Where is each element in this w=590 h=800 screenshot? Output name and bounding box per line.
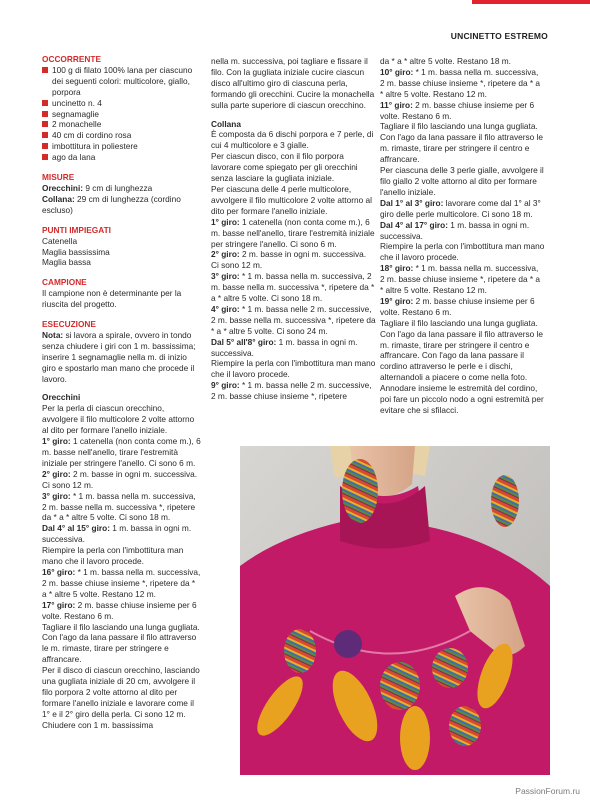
row-instruction: 18° giro: * 1 m. bassa nella m. successiva, 2 m. basse chiuse insieme *, ripetere da * a * altre 5 volte. Restano 12 m. [380,263,541,296]
stitch-item: Maglia bassa [42,257,91,268]
section-title-punti: PUNTI IMPIEGATI [42,224,111,235]
row-instruction: 3° giro: * 1 m. bassa nella m. successiva, 2 m. basse nella m. successiva *, ripetere da * a * altre 5 volte. Ci sono 18 m. [42,490,196,523]
section-title-esecuzione: ESECUZIONE [42,319,96,330]
row-instruction: 17° giro: 2 m. basse chiuse insieme per 6 volte. Restano 6 m. [42,599,197,621]
list-item-text: segnamaglie [52,108,100,119]
row-instruction: 2° giro: 2 m. basse in ogni m. successiva. Ci sono 12 m. [42,468,198,490]
list-item-text: imbottitura in poliestere [52,141,138,152]
running-title: UNCINETTO ESTREMO [450,31,548,41]
bullet-square-icon [42,67,48,73]
bullet-square-icon [42,132,48,138]
paragraph: Per ciascuna delle 3 perle gialle, avvolgere il filo giallo 2 volte attorno al dito per formare l'anello iniziale. [380,165,544,197]
red-tab [472,0,590,4]
row-instruction: 11° giro: 2 m. basse chiuse insieme per 6 volte. Restano 6 m. [380,99,535,121]
list-item [42,119,202,130]
measure-earrings: Orecchini: 9 cm di lunghezza [42,182,153,193]
campione-text: Il campione non è determinante per la riuscita del progetto. [42,288,182,310]
row-instruction: 4° giro: * 1 m. bassa nelle 2 m. successive, 2 m. basse nella m. successiva *, ripetere da * a * altre 5 volte. Ci sono 24 m. [211,303,376,336]
row-instruction: 9° giro: * 1 m. bassa nelle 2 m. successive, 2 m. basse chiuse insieme *, ripetere [211,380,372,402]
list-item [42,141,202,152]
stitch-item: Maglia bassissima [42,246,110,257]
paragraph: Per ciascun disco, con il filo porpora lavorare come spiegato per gli orecchini senza lasciare la gugliata iniziale. [211,151,358,184]
list-item-text: 2 monachelle [52,119,102,130]
paragraph: Per ciascuna delle 4 perle multicolore, avvolgere il filo multicolore 2 volte attorno al dito per formare l'anello iniziale. [211,183,372,216]
row-instruction: 16° giro: * 1 m. bassa nella m. successiva, 2 m. basse chiuse insieme *, ripetere da * a * altre 5 volte. Restano 12 m. [42,566,201,599]
list-item-text: 40 cm di cordino rosa [52,130,132,141]
list-item [42,98,202,109]
paragraph: Tagliare il filo lasciando una lunga gugliata. Con l'ago da lana passare il filo attraverso le m. rimaste, tirare per stringere il centro e affrancare. [380,121,544,165]
list-item [42,130,202,141]
section-title-occorrente: OCCORRENTE [42,54,102,64]
subsection-title-collana: Collana [211,118,241,129]
row-instruction: Dal 1° al 3° giro: lavorare come dal 1° al 3° giro delle perle multicolore. Ci sono 18 m. [380,197,541,219]
row-instruction: Dal 4° al 17° giro: 1 m. bassa in ogni m. successiva. [380,219,530,241]
photo-illustration [240,446,550,775]
list-item-text: uncinetto n. 4 [52,97,102,108]
paragraph: da * a * altre 5 volte. Restano 18 m. [380,56,511,66]
section-title-campione: CAMPIONE [42,277,87,288]
list-item-text: ago da lana [52,152,96,163]
paragraph: Riempire la perla con l'imbottitura man mano che il lavoro procede. [380,241,545,263]
paragraph: Riempire la perla con l'imbottitura man mano che il lavoro procede. [42,545,184,567]
bullet-square-icon [42,121,48,127]
product-photo [240,446,550,775]
row-instruction: 2° giro: 2 m. basse in ogni m. successiva. Ci sono 12 m. [211,249,367,271]
materials-list [42,65,202,163]
row-instruction: 3° giro: * 1 m. bassa nella m. successiva, 2 m. basse nella m. successiva *, ripetere da * a * altre 5 volte. Ci sono 18 m. [211,271,375,304]
measure-necklace: Collana: 29 cm di lunghezza (cordino escluso) [42,193,181,215]
paragraph: È composta da 6 dischi porpora e 7 perle, di cui 4 multicolore e 3 gialle. [211,129,374,151]
paragraph: Per il disco di ciascun orecchino, lasciando una gugliata iniziale di 20 cm, avvolgere il filo porpora 2 volte attorno al dito per formare l'anello iniziale e lavorare come il 1° e il 2° giro della perla. Ci sono 12 m. Chiudere con 1 m. bassissima [42,665,200,730]
stitch-item: Catenella [42,235,78,246]
list-item [42,109,202,120]
subsection-title-orecchini: Orecchini [42,392,81,403]
bullet-square-icon [42,154,48,160]
list-item [42,65,202,98]
paragraph: Tagliare il filo lasciando una lunga gugliata. Con l'ago da lana passare il filo attraverso le m. rimaste, tirare per stringere e affrancare. [42,621,200,665]
row-instruction: 1° giro: 1 catenella (non conta come m.), 6 m. basse nell'anello, tirare l'estremità iniziale per stringere l'anello. Ci sono 6 m. [211,216,375,249]
paragraph: Tagliare il filo lasciando una lunga gugliata. Con l'ago da lana passare il filo attraverso le m. rimaste, tirare per stringere il centro e affrancare. Con l'ago da lana passare il cordino attraverso le perle e i dischi, alternandoli a piacere o come nella foto. Annodare insieme le estremità del cordino, poi fare un piccolo nodo a ogni estremità per evitare che si sfilacci. [380,317,544,415]
list-item [42,152,202,163]
paragraph: nella m. successiva, poi tagliare e fissare il filo. Con la gugliata iniziale cucire ciascun disco all'ultimo giro di ciascuna perla, formando gli orecchini. Cucire la monachella sulla parte superiore di ciascun orecchino. [211,56,375,110]
row-instruction: Dal 5° all'8° giro: 1 m. bassa in ogni m. successiva. [211,336,358,358]
bullet-square-icon [42,111,48,117]
row-instruction: 1° giro: 1 catenella (non conta come m.), 6 m. basse nell'anello, tirare l'estremità iniziale per stringere l'anello. Ci sono 6 m. [42,436,201,468]
row-instruction: 19° giro: 2 m. basse chiuse insieme per 6 volte. Restano 6 m. [380,295,535,317]
top-bar [0,0,590,18]
bullet-square-icon [42,100,48,106]
paragraph: Riempire la perla con l'imbottitura man mano che il lavoro procede. [211,358,376,380]
note-text: Nota: si lavora a spirale, ovvero in tondo senza chiudere i giri con 1 m. bassissima; inserire 1 segnamaglie nella m. di inizio giro e spostarlo man mano che procede il lavoro. [42,329,196,384]
list-item-text: 100 g di filato 100% lana per ciascuno dei seguenti colori: multicolore, giallo, porpora [52,64,193,97]
watermark: PassionForum.ru [515,786,580,796]
bullet-square-icon [42,143,48,149]
column-1 [42,54,202,731]
row-instruction: 10° giro: * 1 m. bassa nella m. successiva, 2 m. basse chiuse insieme *, ripetere da * a * altre 5 volte. Restano 12 m. [380,66,541,99]
column-2 [211,56,376,402]
row-instruction: Dal 4° al 15° giro: 1 m. bassa in ogni m. successiva. [42,523,192,545]
paragraph: Per la perla di ciascun orecchino, avvolgere il filo multicolore 2 volte attorno al dito per formare l'anello iniziale. [42,403,195,436]
column-3 [380,56,545,416]
section-title-misure: MISURE [42,172,75,183]
